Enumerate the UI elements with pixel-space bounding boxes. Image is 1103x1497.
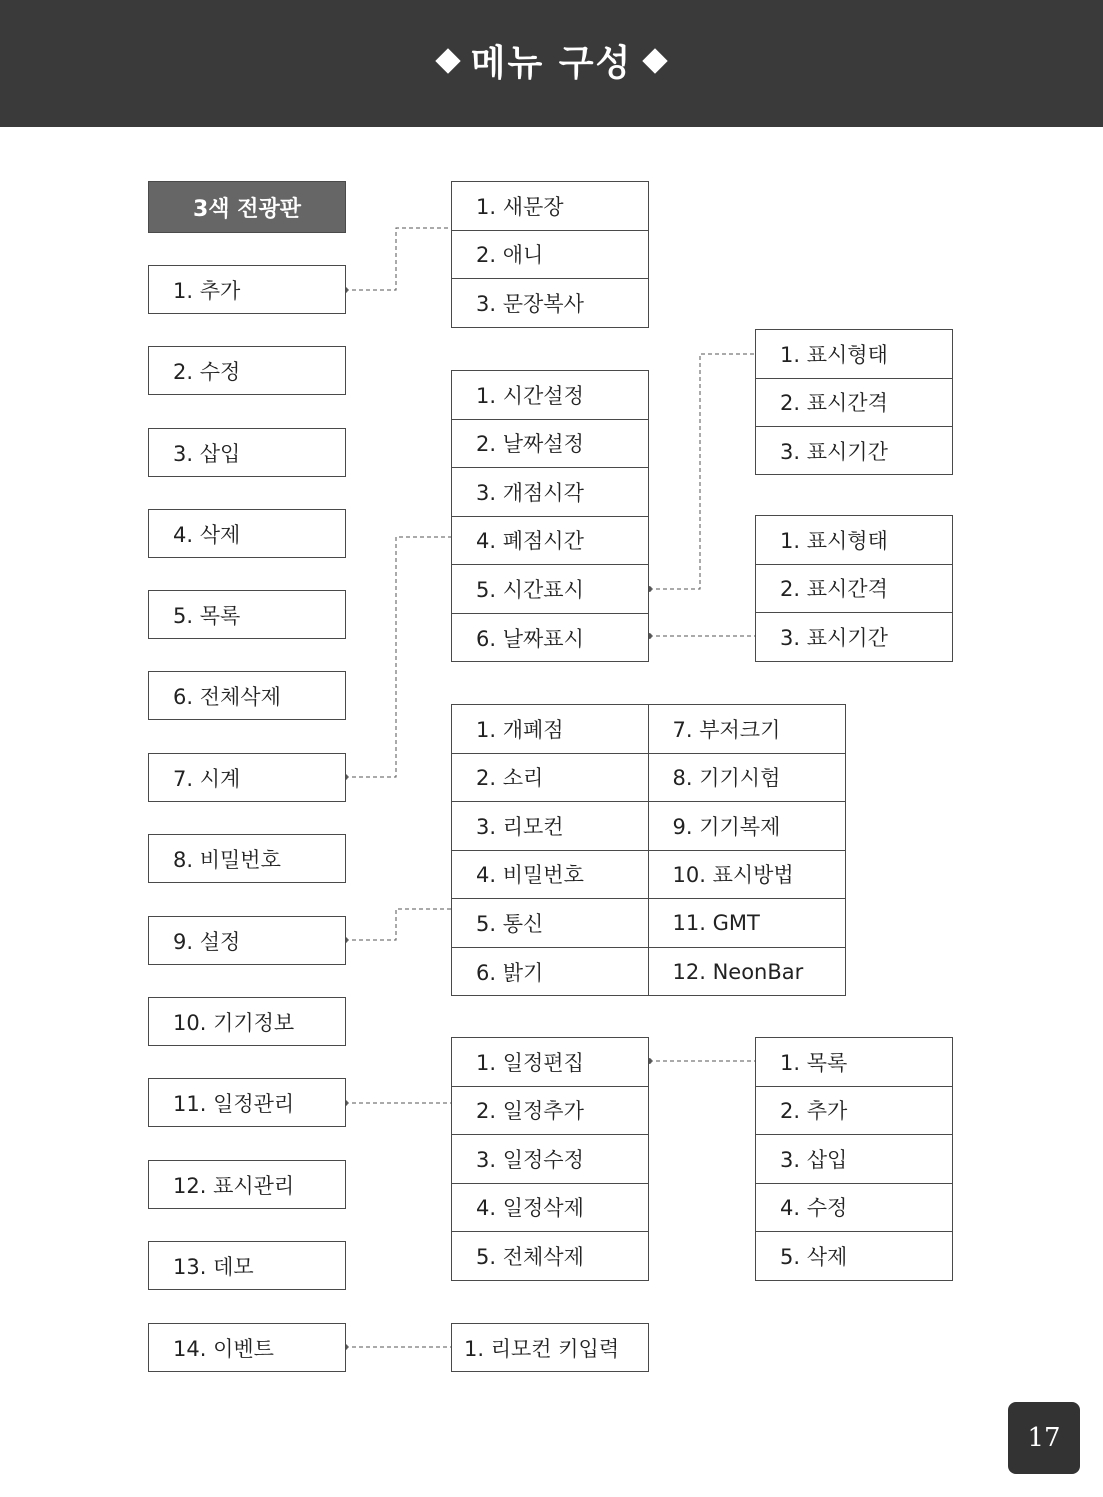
menu-item-delete-all: 6. 전체삭제 bbox=[148, 671, 346, 720]
submenu-item: 1. 표시형태 bbox=[756, 330, 952, 379]
submenu-item: 2. 소리 bbox=[452, 754, 648, 803]
submenu-clock bbox=[451, 370, 649, 662]
submenu-item: 2. 표시간격 bbox=[756, 379, 952, 428]
submenu-item: 2. 날짜설정 bbox=[452, 420, 648, 469]
menu-item-edit: 2. 수정 bbox=[148, 346, 346, 395]
connector-time-display bbox=[649, 354, 756, 589]
submenu-schedule bbox=[451, 1037, 649, 1281]
submenu-date-display bbox=[755, 515, 953, 662]
submenu-item: 5. 삭제 bbox=[780, 1245, 848, 1270]
submenu-item: 2. 애니 bbox=[452, 231, 648, 280]
submenu-settings bbox=[451, 704, 846, 996]
submenu-item: 3. 일정수정 bbox=[452, 1135, 648, 1184]
submenu-item: 5. 시간표시 bbox=[452, 565, 648, 614]
submenu-item: 8. 기기시험 bbox=[649, 754, 846, 803]
submenu-item: 1. 시간설정 bbox=[452, 371, 648, 420]
submenu-item: 1. 리모컨 키입력 bbox=[464, 1336, 620, 1361]
submenu-item: 1. 개폐점 bbox=[452, 705, 648, 754]
submenu-event bbox=[451, 1323, 649, 1372]
submenu-item: 2. 일정추가 bbox=[452, 1087, 648, 1136]
menu-item-demo: 13. 데모 bbox=[148, 1241, 346, 1290]
menu-item-schedule: 11. 일정관리 bbox=[148, 1078, 346, 1127]
submenu-item: 3. 문장복사 bbox=[476, 292, 584, 317]
submenu-item: 3. 리모컨 bbox=[452, 802, 648, 851]
menu-item-event: 14. 이벤트 bbox=[148, 1323, 346, 1372]
connector-clock bbox=[345, 537, 452, 777]
menu-item-display-manage: 12. 표시관리 bbox=[148, 1160, 346, 1209]
page-title-text: 메뉴 구성 bbox=[470, 43, 633, 84]
root-node: 3색 전광판 bbox=[148, 181, 346, 233]
connector-settings bbox=[345, 909, 452, 940]
settings-column-left bbox=[452, 705, 649, 995]
submenu-schedule-edit bbox=[755, 1037, 953, 1281]
menu-item-delete: 4. 삭제 bbox=[148, 509, 346, 558]
connector-add bbox=[345, 228, 452, 290]
submenu-item: 10. 표시방법 bbox=[649, 851, 846, 900]
submenu-item: 3. 개점시각 bbox=[452, 468, 648, 517]
submenu-item: 5. 전체삭제 bbox=[476, 1245, 584, 1270]
diamond-icon bbox=[435, 48, 460, 73]
submenu-add bbox=[451, 181, 649, 328]
submenu-item: 12. NeonBar bbox=[672, 959, 804, 984]
submenu-item: 7. 부저크기 bbox=[649, 705, 846, 754]
submenu-item: 4. 비밀번호 bbox=[452, 851, 648, 900]
submenu-time-display bbox=[755, 329, 953, 475]
submenu-item: 1. 새문장 bbox=[452, 182, 648, 231]
menu-item-device-info: 10. 기기정보 bbox=[148, 997, 346, 1046]
menu-item-password: 8. 비밀번호 bbox=[148, 834, 346, 883]
submenu-item: 2. 표시간격 bbox=[756, 565, 952, 614]
menu-item-settings: 9. 설정 bbox=[148, 916, 346, 965]
page-title bbox=[0, 0, 1103, 127]
submenu-item: 4. 폐점시간 bbox=[452, 517, 648, 566]
submenu-item: 3. 표시기간 bbox=[780, 626, 888, 651]
page-number-badge: 17 bbox=[1008, 1402, 1080, 1474]
submenu-item: 3. 삽입 bbox=[756, 1135, 952, 1184]
diamond-icon bbox=[643, 48, 668, 73]
submenu-item: 1. 표시형태 bbox=[756, 516, 952, 565]
submenu-item: 1. 일정편집 bbox=[452, 1038, 648, 1087]
menu-item-add: 1. 추가 bbox=[148, 265, 346, 314]
submenu-item: 4. 수정 bbox=[756, 1184, 952, 1233]
menu-item-insert: 3. 삽입 bbox=[148, 428, 346, 477]
submenu-item: 3. 표시기간 bbox=[780, 440, 888, 465]
submenu-item: 2. 추가 bbox=[756, 1087, 952, 1136]
submenu-item: 6. 날짜표시 bbox=[476, 626, 584, 651]
submenu-item: 9. 기기복제 bbox=[649, 802, 846, 851]
submenu-item: 4. 일정삭제 bbox=[452, 1184, 648, 1233]
submenu-item: 5. 통신 bbox=[452, 899, 648, 948]
submenu-item: 11. GMT bbox=[649, 899, 846, 948]
submenu-item: 1. 목록 bbox=[756, 1038, 952, 1087]
menu-item-clock: 7. 시계 bbox=[148, 753, 346, 802]
submenu-item: 6. 밝기 bbox=[476, 960, 544, 985]
settings-column-right bbox=[649, 705, 846, 995]
menu-item-list: 5. 목록 bbox=[148, 590, 346, 639]
